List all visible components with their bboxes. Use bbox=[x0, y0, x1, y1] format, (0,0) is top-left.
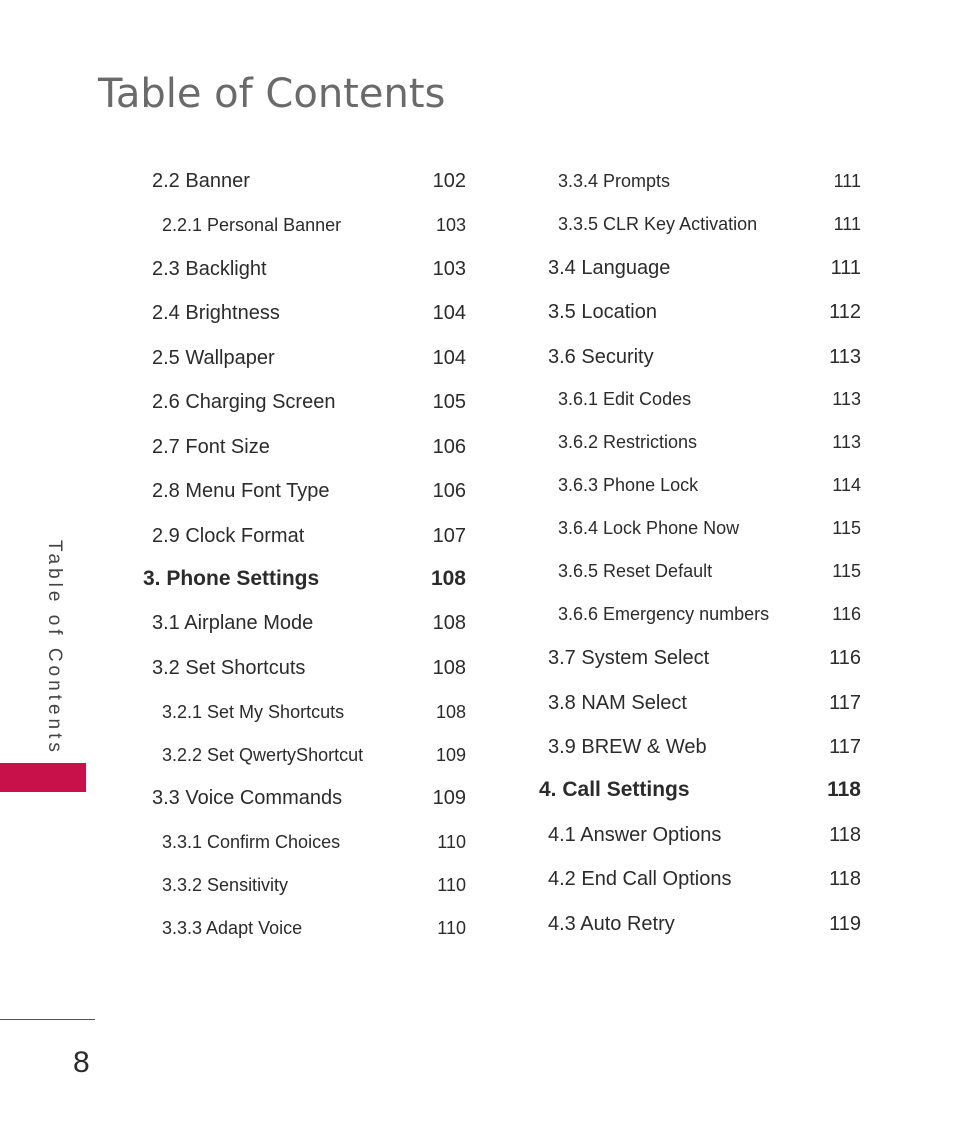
toc-entry-label: 2.3 Backlight bbox=[152, 258, 267, 280]
toc-entry bbox=[152, 783, 466, 813]
toc-entry bbox=[548, 688, 861, 718]
toc-entry-label: 2.2 Banner bbox=[152, 170, 250, 192]
page-number: 8 bbox=[73, 1046, 90, 1079]
toc-entry-label: 3.6.1 Edit Codes bbox=[558, 389, 692, 409]
toc-entry bbox=[548, 643, 861, 673]
toc-entry-label: 2.4 Brightness bbox=[152, 302, 280, 324]
toc-entry-label: 4.1 Answer Options bbox=[548, 824, 722, 846]
toc-entry bbox=[162, 870, 466, 900]
toc-entry-page-number: 118 bbox=[829, 868, 861, 890]
toc-entry-page-number: 107 bbox=[432, 525, 466, 547]
toc-entry bbox=[558, 166, 861, 196]
toc-entry-page-number: 113 bbox=[829, 346, 861, 368]
footer-rule bbox=[0, 1019, 95, 1020]
toc-entry bbox=[558, 427, 861, 457]
toc-entry-page-number: 113 bbox=[832, 432, 861, 452]
toc-entry bbox=[558, 209, 861, 239]
toc-entry-page-number: 115 bbox=[832, 561, 861, 581]
toc-entry-label: 3.8 NAM Select bbox=[548, 692, 687, 714]
toc-entry-page-number: 102 bbox=[432, 170, 466, 192]
toc-entry bbox=[548, 297, 861, 327]
toc-entry-page-number: 106 bbox=[432, 436, 466, 458]
toc-entry-page-number: 115 bbox=[832, 518, 861, 538]
toc-entry bbox=[152, 476, 466, 506]
toc-entry bbox=[152, 653, 466, 683]
toc-entry-page-number: 116 bbox=[832, 604, 861, 624]
side-tab-label: Table of Contents bbox=[44, 540, 65, 756]
toc-entry-label: 4.2 End Call Options bbox=[548, 868, 732, 890]
toc-entry bbox=[558, 513, 861, 543]
toc-entry bbox=[162, 913, 466, 943]
toc-entry-page-number: 112 bbox=[829, 301, 861, 323]
toc-entry-label: 3.2.1 Set My Shortcuts bbox=[162, 702, 345, 722]
toc-entry-page-number: 110 bbox=[437, 875, 466, 895]
toc-entry bbox=[152, 298, 466, 328]
toc-entry-label: 3.2.2 Set QwertyShortcut bbox=[162, 745, 364, 765]
toc-entry-page-number: 105 bbox=[432, 391, 466, 413]
toc-entry bbox=[548, 909, 861, 939]
toc-entry-label: 3.3.5 CLR Key Activation bbox=[558, 214, 758, 234]
toc-entry-page-number: 110 bbox=[437, 832, 466, 852]
toc-entry-label: 2.7 Font Size bbox=[152, 436, 270, 458]
toc-entry-page-number: 109 bbox=[432, 787, 466, 809]
toc-entry bbox=[162, 697, 466, 727]
toc-entry-label: 3.3.3 Adapt Voice bbox=[162, 918, 303, 938]
toc-entry-label: 3.6 Security bbox=[548, 346, 654, 368]
toc-entry bbox=[162, 827, 466, 857]
toc-entry-label: 3.6.5 Reset Default bbox=[558, 561, 713, 581]
toc-entry bbox=[152, 521, 466, 551]
toc-entry-page-number: 117 bbox=[829, 736, 861, 758]
toc-entry-page-number: 108 bbox=[432, 612, 466, 634]
toc-entry-page-number: 111 bbox=[830, 257, 861, 279]
page-title: Table of Contents bbox=[98, 71, 446, 117]
toc-entry bbox=[162, 740, 466, 770]
toc-entry-page-number: 109 bbox=[435, 745, 466, 765]
toc-entry-page-number: 104 bbox=[432, 347, 466, 369]
toc-entry-page-number: 113 bbox=[832, 389, 861, 409]
toc-entry-label: 2.2.1 Personal Banner bbox=[162, 215, 342, 235]
toc-entry-label: 3.5 Location bbox=[548, 301, 657, 323]
toc-entry-label: 4. Call Settings bbox=[539, 778, 690, 801]
toc-entry-label: 3.4 Language bbox=[548, 257, 671, 279]
toc-entry bbox=[152, 343, 466, 373]
toc-entry bbox=[162, 210, 466, 240]
side-tab-marker bbox=[0, 763, 86, 792]
toc-entry-label: 3.6.4 Lock Phone Now bbox=[558, 518, 740, 538]
toc-entry bbox=[548, 253, 861, 283]
toc-entry-page-number: 118 bbox=[829, 824, 861, 846]
toc-entry-page-number: 104 bbox=[432, 302, 466, 324]
toc-entry-label: 3.1 Airplane Mode bbox=[152, 612, 314, 634]
toc-entry-label: 3.3.1 Confirm Choices bbox=[162, 832, 341, 852]
toc-entry bbox=[152, 387, 466, 417]
toc-entry-label: 3.7 System Select bbox=[548, 647, 710, 669]
toc-entry-label: 3.6.6 Emergency numbers bbox=[558, 604, 770, 624]
toc-entry-label: 4.3 Auto Retry bbox=[548, 913, 675, 935]
toc-entry-page-number: 117 bbox=[829, 692, 861, 714]
toc-entry-label: 2.8 Menu Font Type bbox=[152, 480, 330, 502]
toc-entry bbox=[548, 864, 861, 894]
toc-entry bbox=[143, 564, 466, 594]
toc-entry-page-number: 110 bbox=[437, 918, 466, 938]
toc-entry-label: 3.6.3 Phone Lock bbox=[558, 475, 699, 495]
toc-entry-label: 3.3.4 Prompts bbox=[558, 171, 671, 191]
toc-entry bbox=[152, 166, 466, 196]
toc-entry bbox=[558, 556, 861, 586]
toc-entry bbox=[548, 732, 861, 762]
toc-entry bbox=[152, 254, 466, 284]
toc-entry bbox=[548, 342, 861, 372]
toc-entry bbox=[558, 599, 861, 629]
toc-entry-page-number: 103 bbox=[432, 258, 466, 280]
toc-entry-label: 3.3 Voice Commands bbox=[152, 787, 343, 809]
toc-entry-page-number: 116 bbox=[829, 647, 861, 669]
toc-entry-page-number: 108 bbox=[430, 567, 466, 590]
toc-entry-label: 2.9 Clock Format bbox=[152, 525, 305, 547]
toc-entry-label: 3.9 BREW & Web bbox=[548, 736, 707, 758]
toc-entry-page-number: 111 bbox=[833, 214, 861, 234]
toc-entry bbox=[558, 470, 861, 500]
toc-entry-label: 3.6.2 Restrictions bbox=[558, 432, 698, 452]
toc-entry-label: 3. Phone Settings bbox=[143, 567, 320, 590]
toc-entry bbox=[548, 820, 861, 850]
toc-entry bbox=[152, 608, 466, 638]
toc-entry-page-number: 108 bbox=[435, 702, 466, 722]
toc-entry-page-number: 114 bbox=[832, 475, 861, 495]
toc-entry bbox=[539, 775, 861, 805]
toc-entry-page-number: 118 bbox=[827, 778, 861, 801]
toc-entry bbox=[558, 384, 861, 414]
toc-entry-label: 3.2 Set Shortcuts bbox=[152, 657, 306, 679]
toc-entry-label: 3.3.2 Sensitivity bbox=[162, 875, 289, 895]
toc-entry-page-number: 119 bbox=[829, 913, 861, 935]
toc-entry-page-number: 111 bbox=[833, 171, 861, 191]
toc-entry-page-number: 106 bbox=[432, 480, 466, 502]
toc-entry-label: 2.5 Wallpaper bbox=[152, 347, 275, 369]
toc-entry bbox=[152, 432, 466, 462]
toc-entry-page-number: 103 bbox=[435, 215, 466, 235]
toc-entry-label: 2.6 Charging Screen bbox=[152, 391, 336, 413]
toc-entry-page-number: 108 bbox=[432, 657, 466, 679]
